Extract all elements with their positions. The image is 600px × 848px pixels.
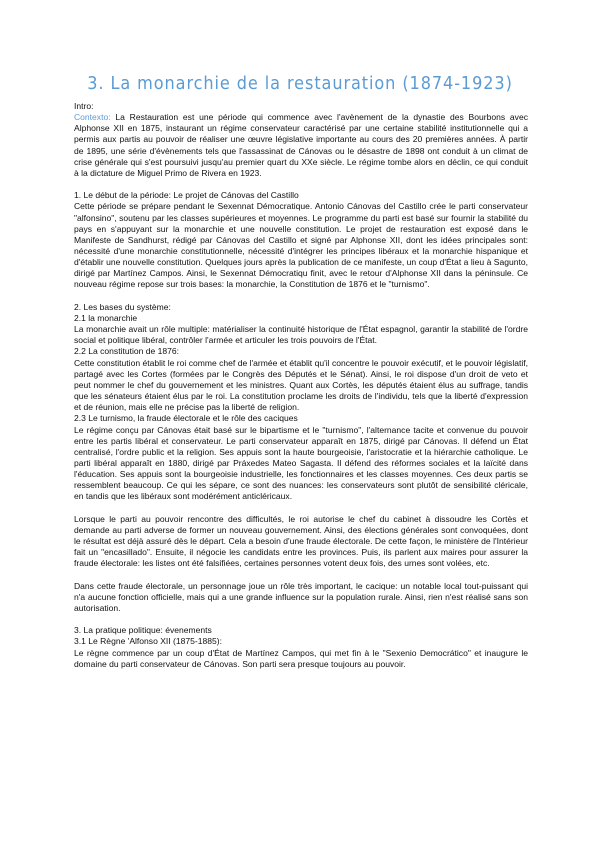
intro-text: La Restauration est une période qui commence avec l'avènement de la dynastie des Bourbons avec Alphonse XII en 1875, instaurant un régime conservateur caractérisé par une certaine stabilité institutionnelle qui a permis aux partis au pouvoir de réaliser une œuvre législative importante au cours des 20 premières années. À partir de 1895, une série d'évènements tels que l'assassinat de Cánovas ou le désastre de 1898 ont conduit à un climat de crise générale qui s'est poursuivi jusqu'au premier quart du XXe siècle. Le régime tombe alors en déclin, ce qui conduit à la dictature de Miguel Primo de Rivera en 1923. bbox=[74, 112, 528, 178]
section2-3-paragraph-1: Le régime conçu par Cánovas était basé sur le bipartisme et le "turnismo", l'alternance tacite et convenue du pouvoir entre les partis libéral et conservateur. Le parti conservateur apparaît en 1875, dirigé par Cánovas. Il défend un État centralisé, l'ordre public et la religion. Ses appuis sont la haute bourgeoisie, l'aristocratie et la hiérarchie catholique. Le parti libéral apparaît en 1880, dirigé par Práxedes Mateo Sagasta. Il défend des réformes sociales et la laïcité dans l'éducation. Ses appuis sont la bourgeoisie industrielle, les fonctionnaires et les classes moyennes. Ces deux partis se ressemblent beaucoup. Ce qui les sépare, ce sont des nuances: les conservateurs sont plutôt de sensibilité cléricale, en tandis que les libéraux sont modérément anticléricaux. bbox=[74, 424, 528, 502]
context-label: Contexto: bbox=[74, 112, 111, 123]
intro-heading: Intro: bbox=[74, 101, 94, 111]
section2-2-heading: 2.2 La constitution de 1876: bbox=[74, 346, 180, 357]
page-title: 3. La monarchie de la restauration (1874-1923) bbox=[87, 74, 513, 94]
section3-1-paragraph: Le règne commence par un coup d'État de Martínez Campos, qui met fin à le "Sexenio Democrático" et inaugure le domaine du parti conservateur de Cánovas. Son parti sera presque toujours au pouvoir. bbox=[74, 647, 528, 669]
section2-3-paragraph-2: Lorsque le parti au pouvoir rencontre des difficultés, le roi autorise le chef du cabinet à dissoudre les Cortès et demande au parti adverse de former un nouveau gouvernement. Ainsi, des élections générales sont convoquées, dont le résultat est déjà assuré dès le départ. Cela a besoin d'une fraude électorale. De cette façon, le ministère de l'Intérieur fait un "encasillado". Ensuite, il négocie les candidats entre les provinces. Puis, ils parlent aux maires pour assurer la fraude électorale: les listes ont été falsifiées, certaines personnes votent deux fois, des urnes sont volées, etc. bbox=[74, 513, 528, 569]
intro-paragraph bbox=[74, 112, 528, 179]
section2-3-paragraph-3: Dans cette fraude électorale, un personnage joue un rôle très important, le cacique: un notable local tout-puissant qui n'a aucune fonction officielle, mais qui a une grande influence sur la population rurale. Ainsi, rien n'est réalisé sans son autorisation. bbox=[74, 580, 528, 613]
section2-1-paragraph: La monarchie avait un rôle multiple: matérialiser la continuité historique de l'État espagnol, garantir la stabilité de l'ordre social et politique libéral, contrôler l'armée et articuler les trois pouvoirs de l'État. bbox=[74, 324, 528, 346]
section1-paragraph: Cette période se prépare pendant le Sexennat Démocratique. Antonio Cánovas del Castillo crée le parti conservateur "alfonsino", soutenu par les classes supérieures et moyennes. Le programme du parti est basé sur fournir la stabilité du pays en s'appuyant sur la monarchie et une nouvelle constitution. Le projet de restauration est exposé dans le Manifeste de Sandhurst, rédigé par Cánovas del Castillo et signé par Alphonse XII, dont les idées principales sont: nécessité d'une monarchie constitutionnelle, nécessité d'intégrer les principes libéraux et la monarchie hispanique et d'établir une nouvelle constitution. Quelques jours après la publication de ce manifeste, un coup d'État a lieu à Sagunto, dirigé par Martínez Campos. Ainsi, le Sexennat Démocratiqu finit, avec le retour d'Alphonse XII dans la péninsule. Ce nouveau régime repose sur trois bases: la monarchie, la Constitution de 1876 et le "turnismo". bbox=[74, 201, 528, 290]
section3-1-heading: 3.1 Le Règne 'Alfonso XII (1875-1885): bbox=[74, 636, 222, 647]
section3-heading: 3. La pratique politique: évenements bbox=[74, 625, 212, 636]
section2-2-paragraph: Cette constitution établit le roi comme chef de l'armée et établit qu'il concentre le pouvoir exécutif, et le pouvoir législatif, partagé avec les Cortes (formées par le Congrès des Députés et le Sénat). Ainsi, le roi dispose d'un droit de veto et peut nommer le chef du gouvernement et les ministres. Quant aux Cortès, les députés étaient élus au suffrage, tandis que les sénateurs étaient élus par le roi. La constitution proclame les droits de l'individu, tels que la liberté d'expression et de réunion, mais elle ne précise pas la liberté de religion. bbox=[74, 357, 528, 413]
section1-heading: 1. Le début de la période: Le projet de Cánovas del Castillo bbox=[74, 190, 299, 201]
section2-1-heading: 2.1 la monarchie bbox=[74, 312, 138, 323]
section2-3-heading: 2.3 Le turnismo, la fraude électorale et le rôle des caciques bbox=[74, 413, 298, 424]
document-body bbox=[74, 101, 528, 670]
section2-heading: 2. Les bases du système: bbox=[74, 301, 171, 312]
